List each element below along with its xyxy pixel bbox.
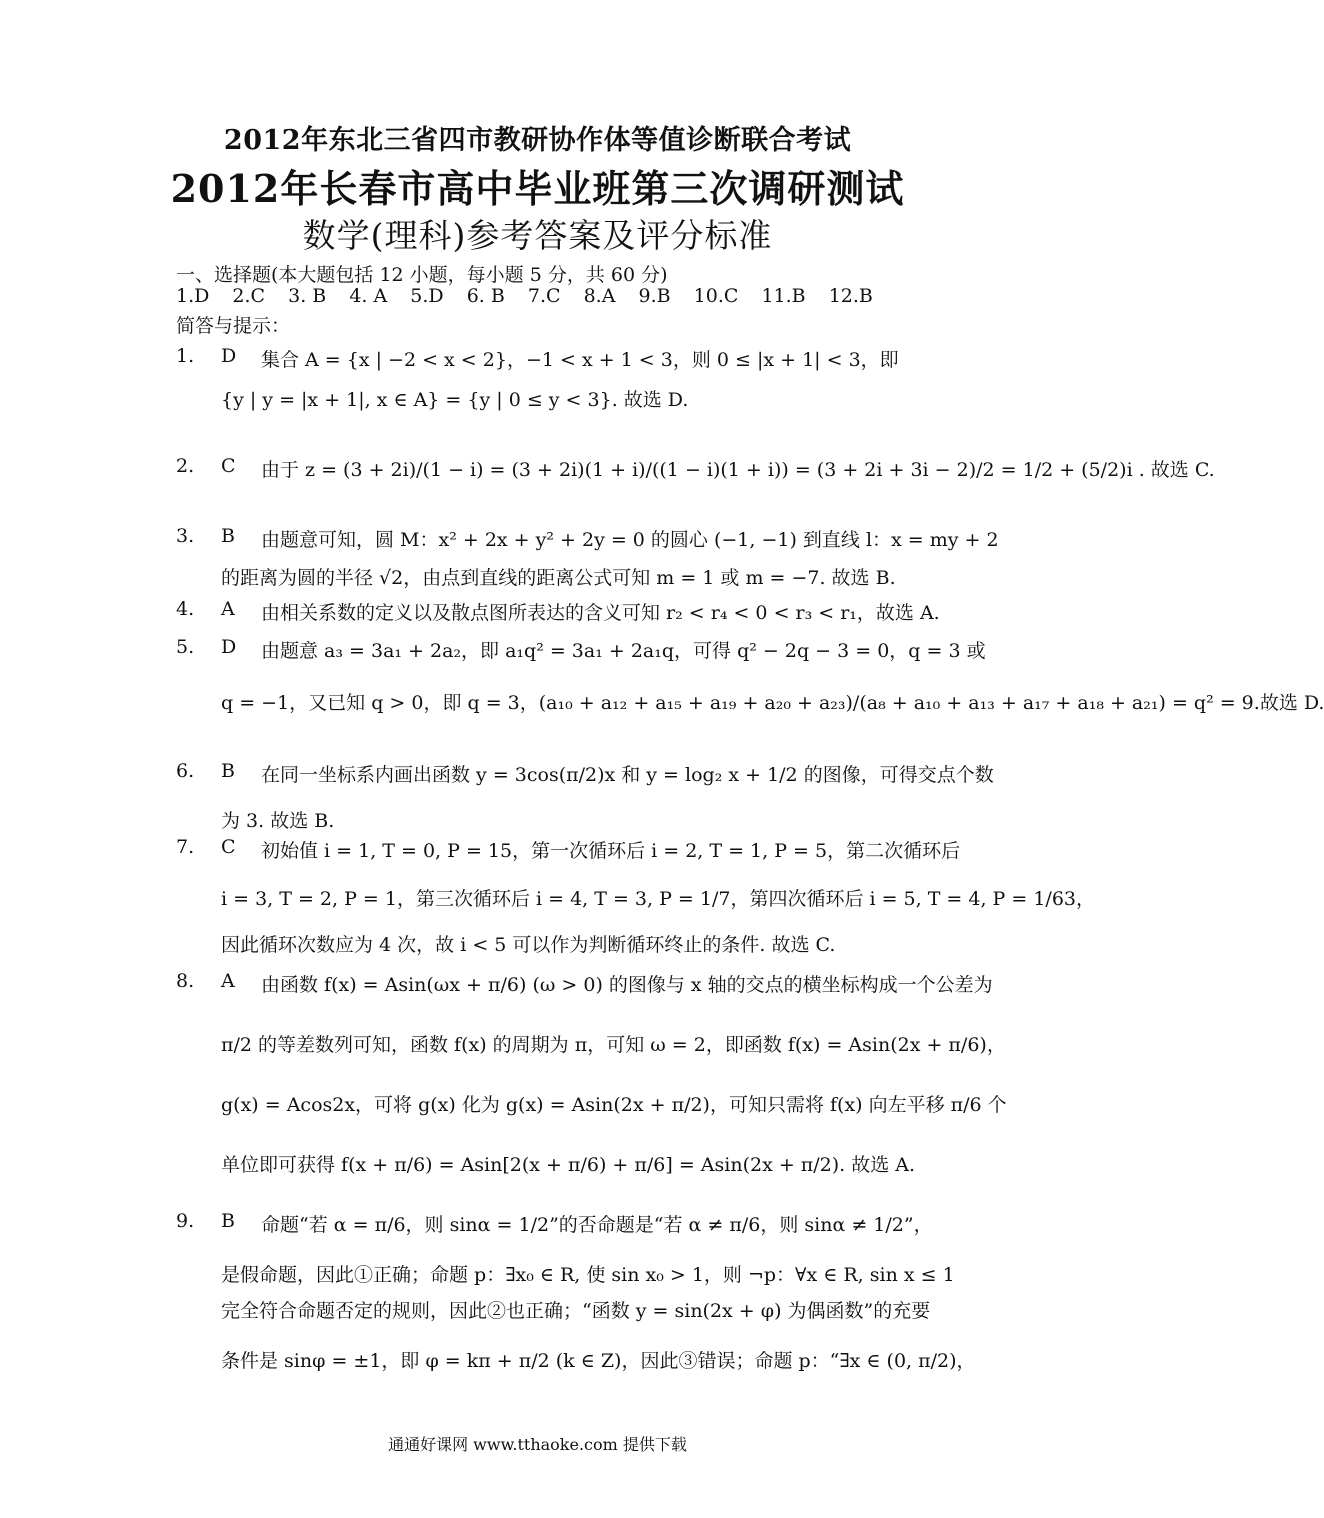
item-text-line: 由题意 a₃ = 3a₁ + 2a₂，即 a₁q² = 3a₁ + 2a₁q，可得 q² − 2q − 3 = 0，q = 3 或 <box>261 640 986 662</box>
item-text-line: 由相关系数的定义以及散点图所表达的含义可知 r₂ < r₄ < 0 < r₃ < r₁，故选 A. <box>261 602 940 624</box>
item-text-line: 因此循环次数应为 4 次，故 i < 5 可以作为判断循环终止的条件. 故选 C. <box>221 934 836 956</box>
item-text-line: 完全符合命题否定的规则，因此②也正确；“函数 y = sin(2x + φ) 为偶函数”的充要 <box>221 1300 931 1322</box>
answer-key-item: 8.A <box>583 285 616 307</box>
answer-key-item: 1.D <box>176 285 210 307</box>
answer-key-item: 12.B <box>828 285 873 307</box>
item-text-line: 由函数 f(x) = Asin(ωx + π/6) (ω > 0) 的图像与 x 轴的交点的横坐标构成一个公差为 <box>261 974 993 996</box>
answer-key-item: 2.C <box>232 285 266 307</box>
section-heading: 一、选择题(本大题包括 12 小题，每小题 5 分，共 60 分) <box>176 264 668 286</box>
answer-key-item: 5.D <box>410 285 444 307</box>
item-text-line: {y | y = |x + 1|, x ∈ A} = {y | 0 ≤ y < 3}. 故选 D. <box>221 389 689 411</box>
item-number: 2. <box>176 455 195 477</box>
answer-key-item: 7.C <box>527 285 561 307</box>
item-number: 5. <box>176 636 195 658</box>
item-text-line: i = 3, T = 2, P = 1，第三次循环后 i = 4, T = 3, P = 1/7，第四次循环后 i = 5, T = 4, P = 1/63， <box>221 888 1096 910</box>
item-text-line: 在同一坐标系内画出函数 y = 3cos(π/2)x 和 y = log₂ x + 1/2 的图像，可得交点个数 <box>261 764 994 786</box>
answer-key-item: 6. B <box>466 285 505 307</box>
answer-key-item: 10.C <box>693 285 739 307</box>
item-text-line: 集合 A = {x | −2 < x < 2}，−1 < x + 1 < 3，则 0 ≤ |x + 1| < 3，即 <box>261 349 899 371</box>
item-number: 8. <box>176 970 195 992</box>
item-choice: D <box>221 636 237 658</box>
item-choice: B <box>221 525 235 547</box>
item-number: 1. <box>176 345 195 367</box>
item-text-line: 单位即可获得 f(x + π/6) = Asin[2(x + π/6) + π/6] = Asin(2x + π/2). 故选 A. <box>221 1154 916 1176</box>
item-text-line: 初始值 i = 1, T = 0, P = 15，第一次循环后 i = 2, T = 1, P = 5，第二次循环后 <box>261 840 961 862</box>
item-text-line: 由于 z = (3 + 2i)/(1 − i) = (3 + 2i)(1 + i)/((1 − i)(1 + i)) = (3 + 2i + 3i − 2)/2 = 1/2 + (5/2)i . 故选 C. <box>261 459 1215 481</box>
item-text-line: 条件是 sinφ = ±1，即 φ = kπ + π/2 (k ∈ Z)，因此③错误；命题 p：“∃x ∈ (0, π/2)， <box>221 1350 976 1372</box>
hint-heading: 简答与提示： <box>176 315 291 337</box>
item-text-line: g(x) = Acos2x，可将 g(x) 化为 g(x) = Asin(2x + π/2)，可知只需将 f(x) 向左平移 π/6 个 <box>221 1094 1007 1116</box>
item-number: 6. <box>176 760 195 782</box>
item-text-line: 的距离为圆的半径 √2，由点到直线的距离公式可知 m = 1 或 m = −7. 故选 B. <box>221 567 896 589</box>
item-choice: A <box>221 598 235 620</box>
item-number: 3. <box>176 525 195 547</box>
item-number: 9. <box>176 1210 195 1232</box>
answer-key-item: 4. A <box>349 285 388 307</box>
item-text-line: q = −1，又已知 q > 0，即 q = 3，(a₁₀ + a₁₂ + a₁₅ + a₁₉ + a₂₀ + a₂₃)/(a₈ + a₁₀ + a₁₃ + a₁₇ + a₁₈ + a₂₁) = q² = 9.故选 D. <box>221 692 1324 714</box>
item-number: 7. <box>176 836 195 858</box>
item-choice: B <box>221 760 235 782</box>
exam-title-line3: 数学(理科)参考答案及评分标准 <box>302 216 773 255</box>
exam-title-line2: 2012年长春市高中毕业班第三次调研测试 <box>170 166 905 211</box>
exam-title-line1: 2012年东北三省四市教研协作体等值诊断联合考试 <box>223 125 852 156</box>
item-text-line: 由题意可知，圆 M：x² + 2x + y² + 2y = 0 的圆心 (−1, −1) 到直线 l：x = my + 2 <box>261 529 999 551</box>
item-text-line: π/2 的等差数列可知，函数 f(x) 的周期为 π，可知 ω = 2，即函数 f(x) = Asin(2x + π/6)， <box>221 1034 1006 1056</box>
item-text-line: 为 3. 故选 B. <box>221 810 335 832</box>
item-choice: C <box>221 455 236 477</box>
item-choice: D <box>221 345 237 367</box>
answer-key-row <box>176 285 890 307</box>
item-text-line: 命题“若 α = π/6，则 sinα = 1/2”的否命题是“若 α ≠ π/6，则 sinα ≠ 1/2”， <box>261 1214 933 1236</box>
item-number: 4. <box>176 598 195 620</box>
answer-key-item: 9.B <box>638 285 671 307</box>
item-text-line: 是假命题，因此①正确；命题 p：∃x₀ ∈ R, 使 sin x₀ > 1，则 ¬p：∀x ∈ R, sin x ≤ 1 <box>221 1264 955 1286</box>
item-choice: C <box>221 836 236 858</box>
page-footer: 通通好课网 www.tthaoke.com 提供下载 <box>388 1435 687 1454</box>
answer-key-item: 11.B <box>761 285 806 307</box>
answer-key-item: 3. B <box>288 285 327 307</box>
item-choice: B <box>221 1210 235 1232</box>
item-choice: A <box>221 970 235 992</box>
